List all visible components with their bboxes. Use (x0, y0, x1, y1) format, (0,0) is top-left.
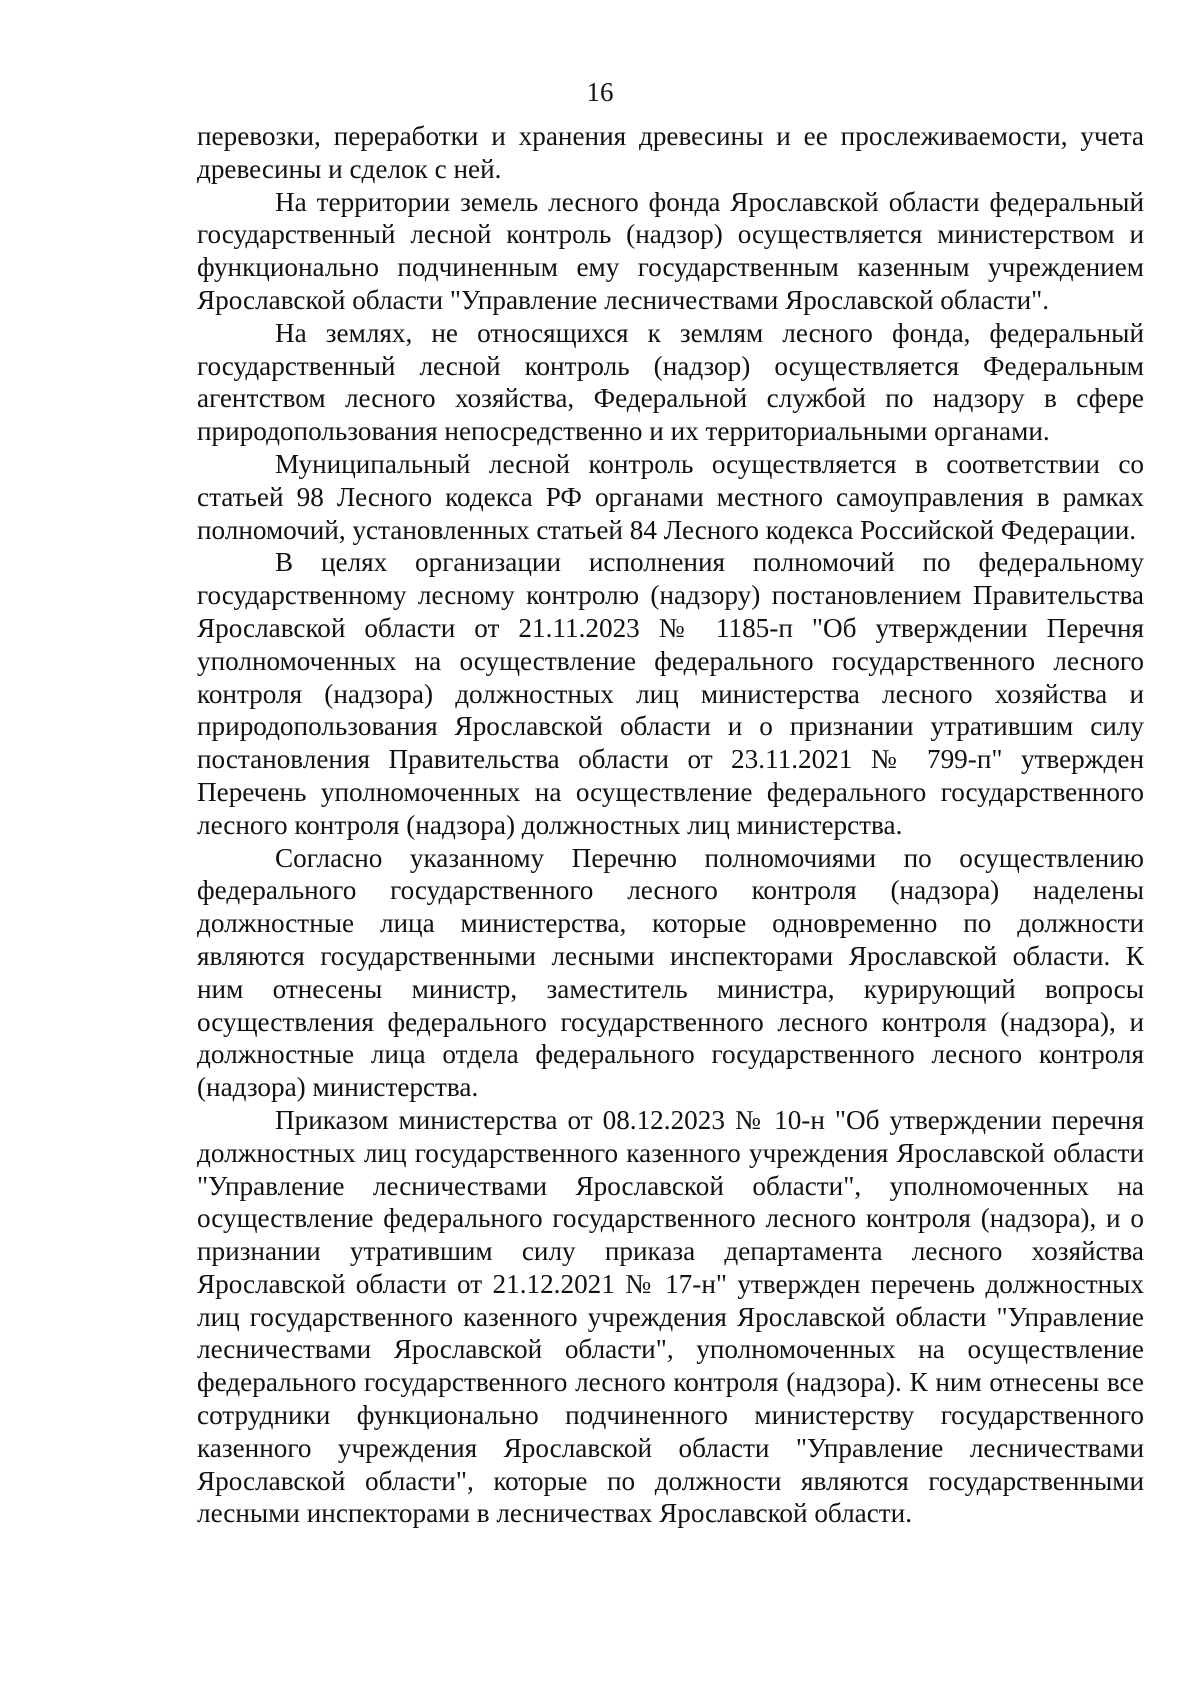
page-number: 16 (586, 77, 614, 107)
paragraph-authorized-officials: Согласно указанному Перечню полномочиями по осуществлению федерального государственного лесного контроля (надзора) наделены должностные лица министерства, которые одновременно по должности являются государственными лесными инспекторами Ярославской области. К ним отнесены министр, заместитель министра, курирующий вопросы осуществления федерального государственного лесного контроля (надзора), и должностные лица отдела федерального государственного лесного контроля (надзора) министерства. (197, 842, 1144, 1103)
paragraph-municipal-control: Муниципальный лесной контроль осуществляется в соответствии со статьей 98 Лесного кодекса РФ органами местного самоуправления в рамках полномочий, установленных статьей 84 Лесного кодекса Российской Федерации. (197, 448, 1144, 545)
paragraph-government-decree: В целях организации исполнения полномочий по федеральному государственному лесному контролю (надзору) постановлением Правительства Ярославской области от 21.11.2023 № 1185-п "Об утверждении Перечня уполномоченных на осуществление федерального государственного лесного контроля (надзора) должностных лиц министерства лесного хозяйства и природопользования Ярославской области и о признании утратившим силу постановления Правительства области от 23.11.2021 № 799-п" утвержден Перечень уполномоченных на осуществление федерального государственного лесного контроля (надзора) должностных лиц министерства. (197, 547, 1144, 840)
paragraph-ministry-order: Приказом министерства от 08.12.2023 № 10-н "Об утверждении перечня должностных лиц государственного казенного учреждения Ярославской области "Управление лесничествами Ярославской области", уполномоченных на осуществление федерального государственного лесного контроля (надзора), и о признании утратившим силу приказа департамента лесного хозяйства Ярославской области от 21.12.2021 № 17-н" утвержден перечень должностных лиц государственного казенного учреждения Ярославской области "Управление лесничествами Ярославской области", уполномоченных на осуществление федерального государственного лесного контроля (надзора). К ним отнесены все сотрудники функционально подчиненного министерству государственного казенного учреждения Ярославской области "Управление лесничествами Ярославской области", которые по должности являются государственными лесными инспекторами в лесничествах Ярославской области. (197, 1104, 1144, 1529)
paragraph-non-forest-lands: На землях, не относящихся к землям лесного фонда, федеральный государственный лесной контроль (надзор) осуществляется Федеральным агентством лесного хозяйства, Федеральной службой по надзору в сфере природопользования непосредственно и их территориальными органами. (197, 317, 1144, 447)
paragraph-forest-fund-control: На территории земель лесного фонда Ярославской области федеральный государственный лесной контроль (надзор) осуществляется министерством и функционально подчиненным ему государственным казенным учреждением Ярославской области "Управление лесничествами Ярославской области". (197, 186, 1144, 315)
paragraph-continuation: перевозки, переработки и хранения древесины и ее прослеживаемости, учета древесины и сделок с ней. (197, 121, 1144, 184)
document-body (197, 120, 1144, 1530)
